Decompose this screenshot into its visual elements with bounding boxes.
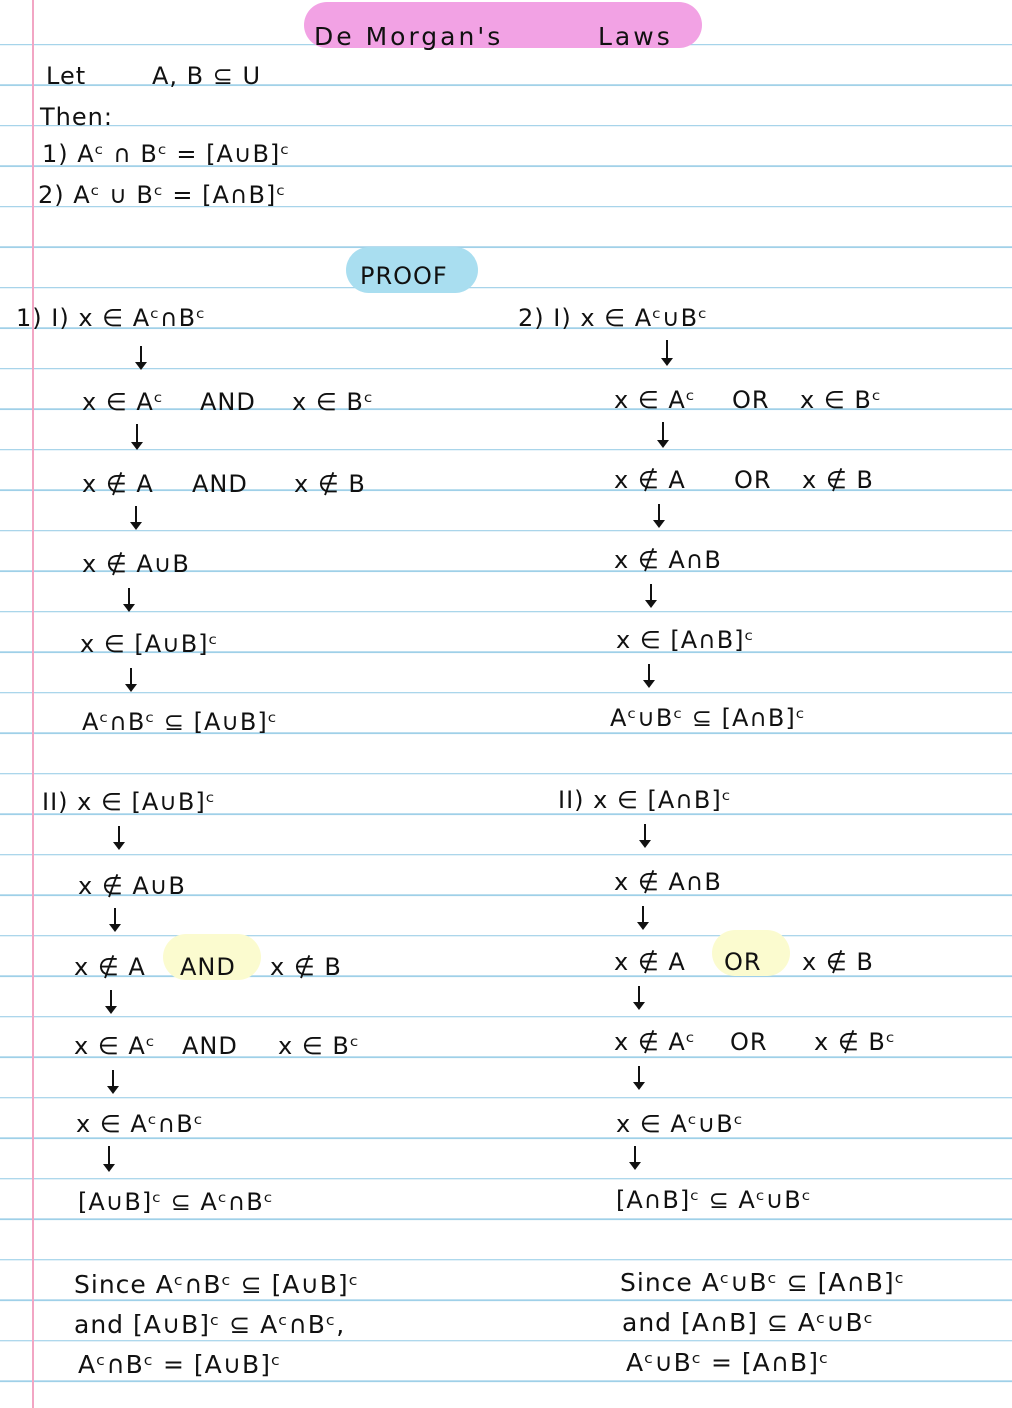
right-p2-s2: x ∉ A xyxy=(614,948,686,976)
down-arrow-icon xyxy=(638,986,640,1008)
down-arrow-icon xyxy=(648,664,650,686)
down-arrow-icon xyxy=(634,1146,636,1168)
left-p2-s5: [A∪B]ᶜ ⊆ Aᶜ∩Bᶜ xyxy=(78,1188,274,1216)
down-arrow-icon xyxy=(114,908,116,930)
left-p2-head: II) x ∈ [A∪B]ᶜ xyxy=(42,788,216,816)
right-p2-s3: x ∉ Aᶜ xyxy=(614,1028,696,1056)
left-p2-s2-right: x ∉ B xyxy=(270,953,342,981)
right-p2-s3-conj: OR xyxy=(730,1028,768,1056)
left-p1-s2-conj: AND xyxy=(192,470,248,498)
title-left: De Morgan's xyxy=(314,22,504,51)
down-arrow-icon xyxy=(658,504,660,526)
left-p2-s4: x ∈ Aᶜ∩Bᶜ xyxy=(76,1110,204,1138)
right-p2-head: II) x ∈ [A∩B]ᶜ xyxy=(558,786,732,814)
left-p1-s5: Aᶜ∩Bᶜ ⊆ [A∪B]ᶜ xyxy=(82,708,278,736)
down-arrow-icon xyxy=(140,346,142,368)
left-conclusion-2: and [A∪B]ᶜ ⊆ Aᶜ∩Bᶜ, xyxy=(74,1310,346,1339)
down-arrow-icon xyxy=(118,826,120,848)
down-arrow-icon xyxy=(108,1146,110,1170)
left-p1-head: 1) I) x ∈ Aᶜ∩Bᶜ xyxy=(16,304,206,332)
left-p1-s2-right: x ∉ B xyxy=(294,470,366,498)
right-p1-s1: x ∈ Aᶜ xyxy=(614,386,696,414)
let-word: Let xyxy=(46,62,87,90)
right-conclusion-2: and [A∩B] ⊆ Aᶜ∪Bᶜ xyxy=(622,1308,874,1337)
right-p2-s2-conj: OR xyxy=(724,948,762,976)
right-p1-head: 2) I) x ∈ Aᶜ∪Bᶜ xyxy=(518,304,708,332)
left-conclusion-3: Aᶜ∩Bᶜ = [A∪B]ᶜ xyxy=(78,1350,282,1379)
left-p1-s4: x ∈ [A∪B]ᶜ xyxy=(80,630,219,658)
left-p1-s3: x ∉ A∪B xyxy=(82,550,190,578)
down-arrow-icon xyxy=(642,906,644,928)
left-p1-s1-right: x ∈ Bᶜ xyxy=(292,388,374,416)
down-arrow-icon xyxy=(666,340,668,364)
right-p2-s4: x ∈ Aᶜ∪Bᶜ xyxy=(616,1110,744,1138)
down-arrow-icon xyxy=(662,422,664,446)
left-p2-s1: x ∉ A∪B xyxy=(78,872,186,900)
let-sets: A, B ⊆ U xyxy=(152,62,262,90)
right-p1-s1-conj: OR xyxy=(732,386,770,414)
right-conclusion-3: Aᶜ∪Bᶜ = [A∩B]ᶜ xyxy=(626,1348,830,1377)
left-p1-s1-conj: AND xyxy=(200,388,256,416)
right-p1-s1-right: x ∈ Bᶜ xyxy=(800,386,882,414)
left-p2-s2-conj: AND xyxy=(180,953,236,981)
left-p2-s3-right: x ∈ Bᶜ xyxy=(278,1032,360,1060)
right-p1-s2-right: x ∉ B xyxy=(802,466,874,494)
left-p2-s2: x ∉ A xyxy=(74,953,146,981)
right-p1-s4: x ∈ [A∩B]ᶜ xyxy=(616,626,755,654)
right-p2-s5: [A∩B]ᶜ ⊆ Aᶜ∪Bᶜ xyxy=(616,1186,812,1214)
title-right: Laws xyxy=(598,22,673,51)
down-arrow-icon xyxy=(650,584,652,606)
right-p1-s5: Aᶜ∪Bᶜ ⊆ [A∩B]ᶜ xyxy=(610,704,806,732)
down-arrow-icon xyxy=(638,1066,640,1088)
law-2: 2) Aᶜ ∪ Bᶜ = [A∩B]ᶜ xyxy=(38,181,287,209)
margin-line xyxy=(32,0,34,1408)
down-arrow-icon xyxy=(128,588,130,610)
right-p1-s3: x ∉ A∩B xyxy=(614,546,722,574)
then-word: Then: xyxy=(40,103,113,131)
down-arrow-icon xyxy=(130,668,132,690)
left-p1-s1: x ∈ Aᶜ xyxy=(82,388,164,416)
down-arrow-icon xyxy=(110,990,112,1012)
down-arrow-icon xyxy=(644,824,646,846)
right-p2-s2-right: x ∉ B xyxy=(802,948,874,976)
proof-label: PROOF xyxy=(360,262,448,290)
right-p2-s1: x ∉ A∩B xyxy=(614,868,722,896)
down-arrow-icon xyxy=(112,1070,114,1092)
left-p1-s2: x ∉ A xyxy=(82,470,154,498)
left-p2-s3: x ∈ Aᶜ xyxy=(74,1032,156,1060)
right-conclusion-1: Since Aᶜ∪Bᶜ ⊆ [A∩B]ᶜ xyxy=(620,1268,905,1297)
down-arrow-icon xyxy=(135,506,137,528)
left-p2-s3-conj: AND xyxy=(182,1032,238,1060)
right-p2-s3-right: x ∉ Bᶜ xyxy=(814,1028,896,1056)
law-1: 1) Aᶜ ∩ Bᶜ = [A∪B]ᶜ xyxy=(42,140,291,168)
down-arrow-icon xyxy=(136,424,138,448)
right-p1-s2-conj: OR xyxy=(734,466,772,494)
left-conclusion-1: Since Aᶜ∩Bᶜ ⊆ [A∪B]ᶜ xyxy=(74,1270,359,1299)
right-p1-s2: x ∉ A xyxy=(614,466,686,494)
